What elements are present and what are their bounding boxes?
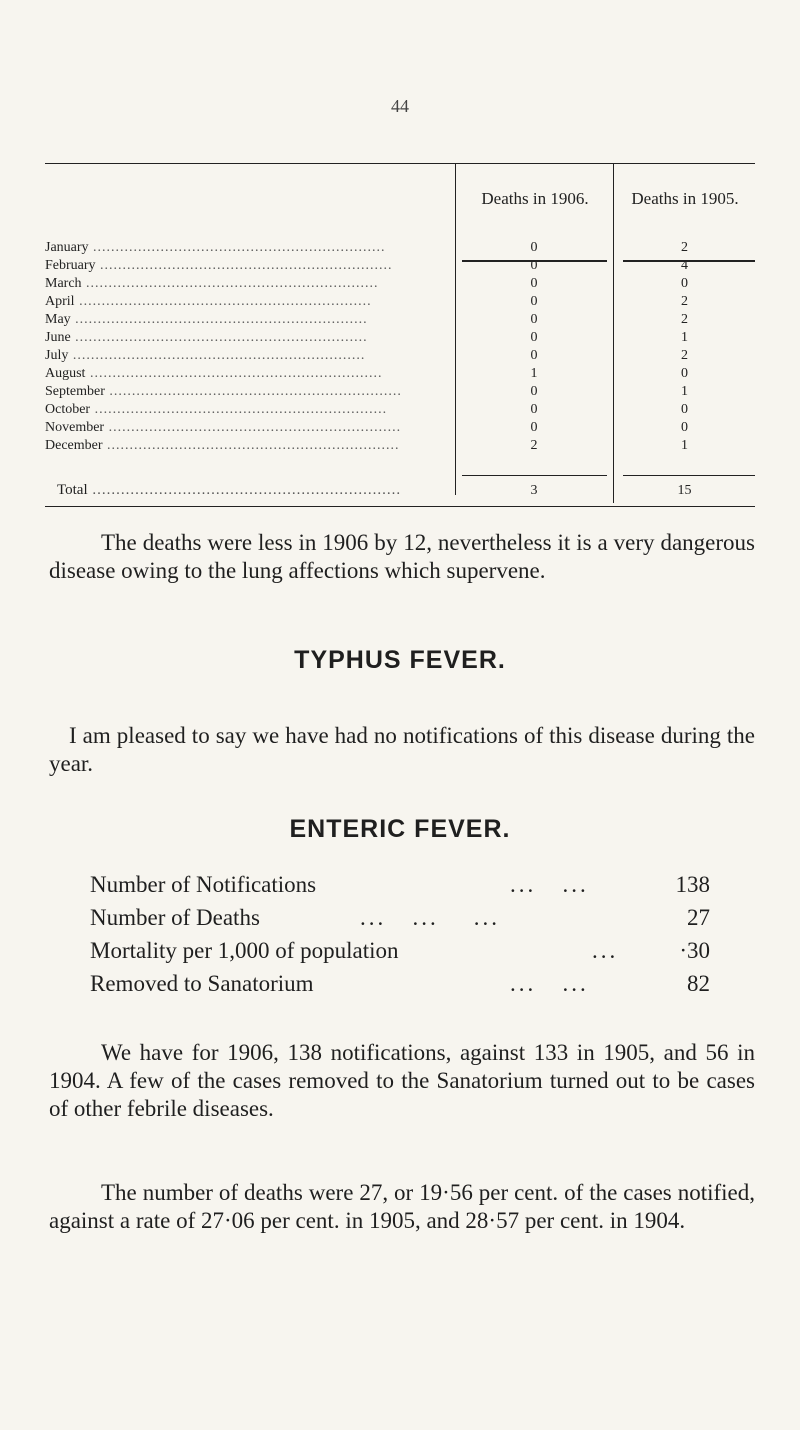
deaths-1905-value: 0: [681, 276, 688, 291]
month-label: August: [45, 366, 86, 381]
stat-row-mortality: [90, 938, 710, 968]
stat-value: 82: [687, 971, 710, 996]
stat-row-sanatorium: [90, 971, 710, 1001]
deaths-1906-value: 0: [530, 276, 538, 291]
total-label: Total: [57, 482, 88, 498]
page-number: 44: [391, 96, 409, 116]
total-rule: [462, 475, 607, 476]
leader-dots: ...: [592, 938, 619, 963]
deaths-1905-value: 0: [681, 402, 688, 417]
month-label: March: [45, 276, 82, 291]
table-top-rule: [45, 163, 755, 164]
deaths-1906-value: 0: [530, 258, 538, 273]
month-label: July: [45, 348, 69, 363]
stat-value: 138: [675, 872, 710, 897]
deaths-1905-value: 4: [681, 258, 688, 273]
enteric-heading: ENTERIC FEVER.: [289, 815, 511, 843]
total-1905-value: 15: [677, 483, 692, 498]
stat-value: 27: [687, 905, 710, 930]
deaths-1905-value: 1: [681, 384, 688, 399]
deaths-1905-value: 1: [681, 330, 688, 345]
stat-label: Removed to Sanatorium: [90, 971, 314, 996]
deaths-1905-value: 0: [681, 366, 688, 381]
deaths-1905-value: 2: [681, 294, 688, 309]
total-rule: [623, 475, 755, 476]
stat-value: ·30: [679, 938, 710, 963]
month-label: December: [45, 438, 103, 453]
deaths-1906-value: 0: [530, 330, 538, 345]
deaths-1906-value: 0: [530, 312, 538, 327]
deaths-1905-value: 2: [681, 348, 688, 363]
month-label: October: [45, 402, 91, 417]
deaths-1905-value: 1: [681, 438, 688, 453]
stat-label: Number of Deaths: [90, 905, 260, 930]
deaths-1906-value: 2: [530, 438, 538, 453]
deaths-1906-value: 0: [530, 420, 538, 435]
deaths-1906-value: 0: [530, 240, 538, 255]
leader-dots: ... ...: [510, 872, 589, 897]
month-label: June: [45, 330, 71, 345]
month-label: February: [45, 258, 96, 273]
stat-row-notifications: [90, 872, 710, 902]
leader-dots: ... ... ...: [360, 905, 500, 930]
deaths-1905-value: 0: [681, 420, 688, 435]
deaths-comparison-paragraph: The deaths were less in 1906 by 12, nevertheless it is a very dangerous disease owing to the lung affections which supervene.: [49, 530, 755, 583]
deaths-1905-value: 2: [681, 312, 688, 327]
deaths-table: Deaths in 1906. Deaths in 1905. January ................................................................. 0 2 February ................................................................. 0 4 March ................................................................. 0 0 April ................................................................. 0 2 May ................................................................. 0 2 June ................................................................. 0 1 July ................................................................. 0 2 August ................................................................. 1 0 September ................................................................. 0 1 October ................................................................. 0 0 November ................................................................. 0 0 December ................................................................. 2 1 Total ................................................................. 3 15: [45, 163, 755, 508]
deaths-1905-value: 2: [681, 240, 688, 255]
enteric-notifications-paragraph: We have for 1906, 138 notifications, against 133 in 1905, and 56 in 1904. A few of the cases removed to the Sanatorium turned out to be cases of other febrile diseases.: [49, 1040, 755, 1121]
deaths-1906-value: 1: [530, 366, 538, 381]
stat-label: Number of Notifications: [90, 872, 317, 897]
header-deaths-1905: Deaths in 1905.: [631, 189, 739, 208]
total-1906-value: 3: [530, 483, 538, 498]
typhus-heading: TYPHUS FEVER.: [294, 646, 506, 674]
month-label: September: [45, 384, 105, 399]
deaths-1906-value: 0: [530, 294, 538, 309]
deaths-1906-value: 0: [530, 402, 538, 417]
month-label: May: [45, 312, 71, 327]
month-label: November: [45, 420, 105, 435]
stat-label: Mortality per 1,000 of population: [90, 938, 399, 963]
deaths-1906-value: 0: [530, 348, 538, 363]
month-label: January: [45, 240, 89, 255]
header-deaths-1906: Deaths in 1906.: [481, 189, 589, 208]
stat-row-deaths: [90, 905, 710, 935]
table-bottom-rule: [45, 506, 755, 507]
leader-dots: ... ...: [510, 971, 589, 996]
enteric-deaths-paragraph: The number of deaths were 27, or 19·56 per cent. of the cases notified, against a rate of 27·06 per cent. in 1905, and 28·57 per cent. in 1904.: [49, 1180, 755, 1233]
deaths-1906-value: 0: [530, 384, 538, 399]
month-label: April: [45, 294, 75, 309]
typhus-paragraph: I am pleased to say we have had no notifications of this disease during the year.: [49, 723, 755, 776]
